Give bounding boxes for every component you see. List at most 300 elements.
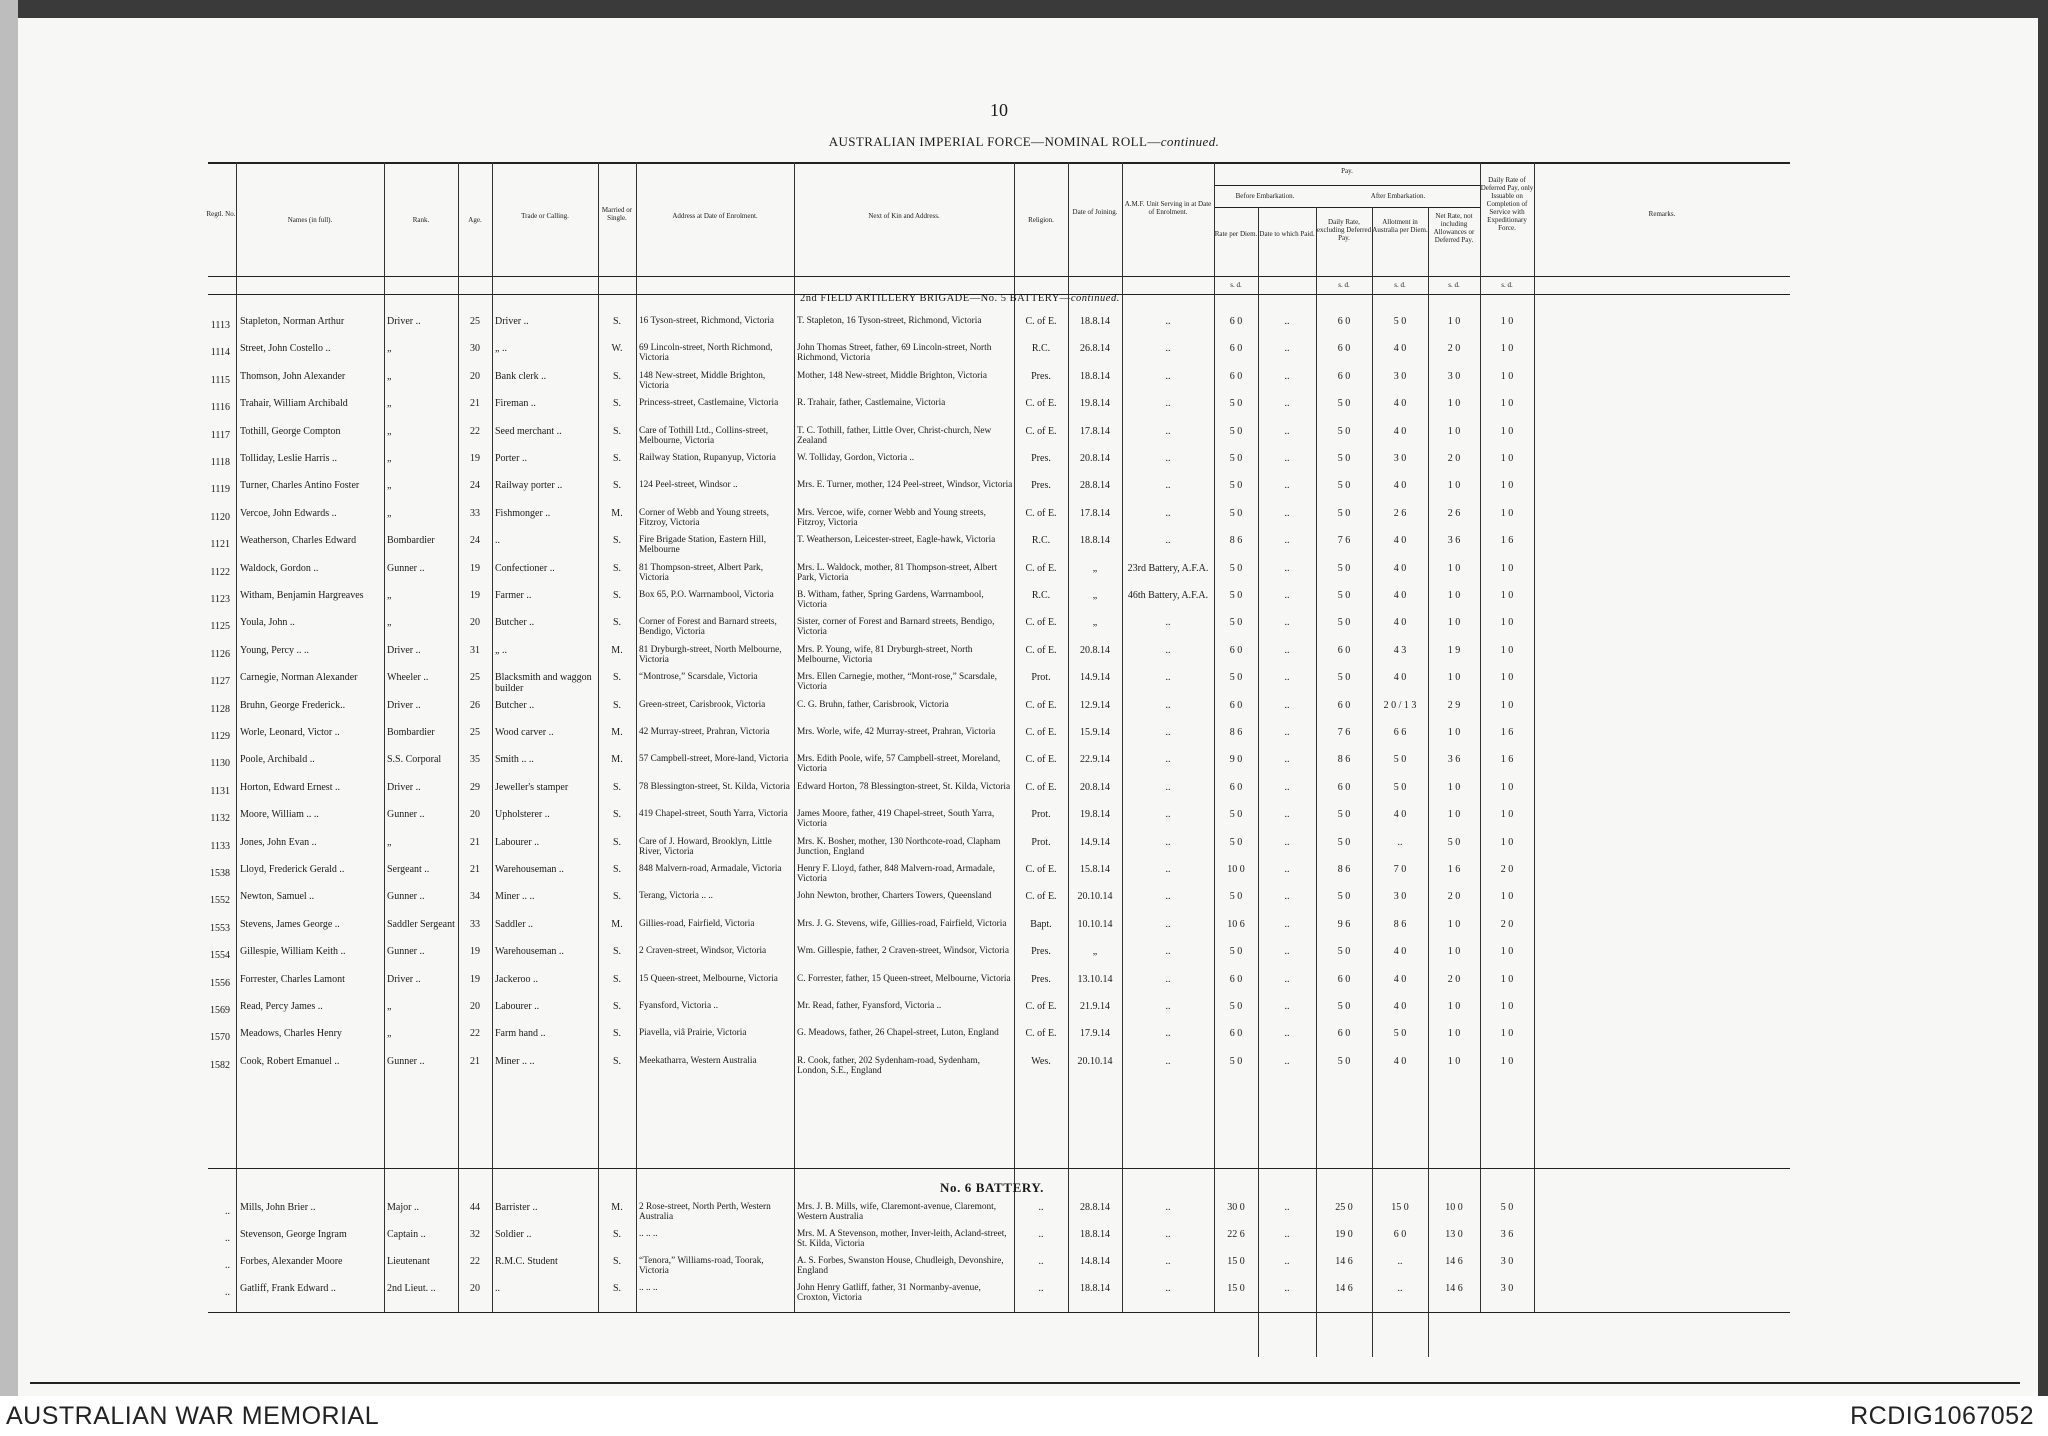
regtl-number: 1538 xyxy=(210,868,230,879)
header-allotment: Allotment in Australia per Diem. xyxy=(1372,218,1428,234)
rank-cell: „ xyxy=(387,425,392,437)
next-of-kin-cell: John Thomas Street, father, 69 Lincoln-street, North Richmond, Victoria xyxy=(797,343,992,364)
amf-unit-cell: .. xyxy=(1165,398,1171,410)
religion-cell: C. of E. xyxy=(1025,727,1057,738)
marital-cell: S. xyxy=(612,1229,622,1240)
date-paid-cell: .. xyxy=(1284,1256,1290,1267)
trade-cell: Labourer .. xyxy=(495,1001,540,1012)
amf-unit-cell: .. xyxy=(1165,1256,1171,1267)
header-net-rate: Net Rate, not including Allowances or Deferred Pay. xyxy=(1433,212,1475,244)
trade-cell: Miner .. .. xyxy=(495,1055,535,1067)
daily-rate-cell: 5 0 xyxy=(1337,836,1351,848)
regtl-number: 1128 xyxy=(210,703,230,715)
joining-date-cell: 14.8.14 xyxy=(1080,1256,1110,1267)
rank-cell: 2nd Lieut. .. xyxy=(387,1283,436,1294)
regtl-number: 1125 xyxy=(210,621,230,633)
regtl-number: 1127 xyxy=(210,676,230,688)
header-regtl-no: Regtl. No. xyxy=(206,210,236,218)
trade-cell: Driver .. xyxy=(495,316,529,327)
allotment-cell: 4 0 xyxy=(1393,946,1407,958)
regtl-number: 1570 xyxy=(210,1032,230,1044)
age-cell: 33 xyxy=(470,918,480,930)
header-religion: Religion. xyxy=(1028,216,1054,224)
date-paid-cell: .. xyxy=(1284,644,1290,656)
amf-unit-cell: .. xyxy=(1165,1001,1171,1012)
joining-date-cell: 19.8.14 xyxy=(1080,809,1110,821)
age-cell: 34 xyxy=(470,891,480,903)
net-rate-cell: 1 0 xyxy=(1447,672,1461,684)
marital-cell: S. xyxy=(612,535,622,547)
soldier-name: Turner, Charles Antino Foster xyxy=(240,480,360,492)
next-of-kin-cell: G. Meadows, father, 26 Chapel-street, Luton, England xyxy=(797,1028,999,1039)
date-paid-cell: .. xyxy=(1284,864,1290,875)
header-remarks: Remarks. xyxy=(1648,210,1676,218)
joining-date-cell: 22.9.14 xyxy=(1080,754,1110,766)
daily-rate-cell: 6 0 xyxy=(1337,316,1351,327)
net-rate-cell: 1 6 xyxy=(1447,864,1461,875)
next-of-kin-cell: Henry F. Lloyd, father, 848 Malvern-road, Armadale, Victoria xyxy=(797,864,995,884)
rate-per-diem-cell: 5 0 xyxy=(1229,453,1243,464)
net-rate-cell: 1 0 xyxy=(1447,562,1461,574)
rate-per-diem-cell: 10 0 xyxy=(1227,864,1245,875)
joining-date-cell: 26.8.14 xyxy=(1080,343,1110,355)
trade-cell: Confectioner .. xyxy=(495,562,555,574)
date-paid-cell: .. xyxy=(1284,480,1290,492)
next-of-kin-cell: James Moore, father, 419 Chapel-street, South Yarra, Victoria xyxy=(797,809,995,830)
regtl-number: 1569 xyxy=(210,1005,230,1016)
net-rate-cell: 3 0 xyxy=(1447,370,1461,382)
rank-cell: „ xyxy=(387,590,392,601)
address-cell: Gillies-road, Fairfield, Victoria xyxy=(639,918,755,929)
daily-rate-cell: 5 0 xyxy=(1337,480,1351,492)
soldier-name: Meadows, Charles Henry xyxy=(240,1028,342,1040)
rank-cell: Bombardier xyxy=(387,727,435,738)
daily-rate-cell: 14 6 xyxy=(1335,1256,1353,1267)
net-rate-cell: 1 0 xyxy=(1447,1001,1461,1012)
daily-rate-cell: 5 0 xyxy=(1337,507,1351,519)
rate-per-diem-cell: 5 0 xyxy=(1229,672,1243,684)
amf-unit-cell: .. xyxy=(1165,1028,1171,1040)
address-cell: .. .. .. xyxy=(639,1283,658,1293)
marital-cell: W. xyxy=(611,343,623,355)
age-cell: 25 xyxy=(470,672,480,684)
trade-cell: Wood carver .. xyxy=(495,727,554,738)
address-cell: 81 Dryburgh-street, North Melbourne, Victoria xyxy=(639,644,782,665)
next-of-kin-cell: T. Weatherson, Leicester-street, Eagle-hawk, Victoria xyxy=(797,535,996,546)
daily-rate-cell: 7 6 xyxy=(1337,535,1351,547)
allotment-cell: 4 0 xyxy=(1393,1001,1407,1012)
deferred-pay-cell: 1 6 xyxy=(1500,727,1514,738)
regtl-number: 1556 xyxy=(210,977,230,989)
deferred-pay-cell: 1 0 xyxy=(1500,781,1514,793)
age-cell: 30 xyxy=(470,343,480,355)
section-break-rule xyxy=(208,1168,1790,1169)
header-deferred-pay: Daily Rate of Deferred Pay, only Issuable on Completion of Service with Expeditionary Force. xyxy=(1480,176,1534,232)
header-units-allot: s. d. xyxy=(1394,281,1406,289)
column-divider xyxy=(1122,162,1123,1312)
religion-cell: C. of E. xyxy=(1025,316,1057,327)
header-amf-unit: A.M.F. Unit Serving in at Date of Enrolment. xyxy=(1124,200,1212,216)
regtl-number: 1121 xyxy=(210,539,230,551)
next-of-kin-cell: Mrs. Ellen Carnegie, mother, “Mont-rose,” Scarsdale, Victoria xyxy=(797,672,997,693)
deferred-pay-cell: 1 6 xyxy=(1500,535,1514,547)
amf-unit-cell: .. xyxy=(1165,1202,1171,1213)
daily-rate-cell: 19 0 xyxy=(1335,1229,1353,1240)
religion-cell: .. xyxy=(1038,1283,1044,1294)
address-cell: .. .. .. xyxy=(639,1229,658,1239)
allotment-cell: 4 0 xyxy=(1393,425,1407,437)
regtl-number: 1120 xyxy=(210,511,230,523)
rate-per-diem-cell: 6 0 xyxy=(1229,781,1243,793)
regtl-number: 1115 xyxy=(210,374,230,386)
net-rate-cell: 1 0 xyxy=(1447,480,1461,492)
joining-date-cell: 28.8.14 xyxy=(1080,480,1110,492)
net-rate-cell: 13 0 xyxy=(1445,1229,1463,1240)
daily-rate-cell: 5 0 xyxy=(1337,453,1351,464)
net-rate-cell: 1 0 xyxy=(1447,809,1461,821)
joining-date-cell: 18.8.14 xyxy=(1080,1283,1110,1294)
soldier-name: Young, Percy .. .. xyxy=(240,644,309,656)
amf-unit-cell: .. xyxy=(1165,699,1171,711)
religion-cell: C. of E. xyxy=(1025,699,1057,711)
regtl-number: 1114 xyxy=(210,347,230,359)
soldier-name: Waldock, Gordon .. xyxy=(240,562,319,574)
religion-cell: .. xyxy=(1038,1229,1044,1240)
religion-cell: C. of E. xyxy=(1025,1028,1057,1040)
next-of-kin-cell: Mrs. J. G. Stevens, wife, Gillies-road, Fairfield, Victoria xyxy=(797,918,1007,929)
marital-cell: S. xyxy=(612,699,622,711)
date-paid-cell: .. xyxy=(1284,754,1290,766)
net-rate-cell: 1 0 xyxy=(1447,1055,1461,1067)
soldier-name: Mills, John Brier .. xyxy=(240,1202,316,1213)
address-cell: 42 Murray-street, Prahran, Victoria xyxy=(639,727,770,737)
rank-cell: Gunner .. xyxy=(387,891,425,903)
next-of-kin-cell: Mrs. J. B. Mills, wife, Claremont-avenue, Claremont, Western Australia xyxy=(797,1202,997,1222)
section-heading xyxy=(800,293,1500,304)
next-of-kin-cell: C. Forrester, father, 15 Queen-street, Melbourne, Victoria xyxy=(797,973,1011,984)
rate-per-diem-cell: 5 0 xyxy=(1229,507,1243,519)
age-cell: 19 xyxy=(470,946,480,958)
header-pay: Pay. xyxy=(1341,167,1353,175)
net-rate-cell: 1 0 xyxy=(1447,946,1461,958)
daily-rate-cell: 5 0 xyxy=(1337,398,1351,410)
rate-per-diem-cell: 5 0 xyxy=(1229,946,1243,958)
religion-cell: C. of E. xyxy=(1025,1001,1057,1012)
marital-cell: S. xyxy=(612,480,622,492)
address-cell: Terang, Victoria .. .. xyxy=(639,891,714,902)
address-cell: Fire Brigade Station, Eastern Hill, Melbourne xyxy=(639,535,767,556)
joining-date-cell: 15.9.14 xyxy=(1080,727,1110,738)
net-rate-cell: 2 0 xyxy=(1447,973,1461,985)
age-cell: 20 xyxy=(470,1001,480,1012)
table-top-rule xyxy=(208,162,1790,164)
header-trade: Trade or Calling. xyxy=(521,212,569,220)
regtl-number: 1130 xyxy=(210,758,230,770)
address-cell: Care of J. Howard, Brooklyn, Little River, Victoria xyxy=(639,836,772,857)
next-of-kin-cell: B. Witham, father, Spring Gardens, Warrnambool, Victoria xyxy=(797,590,984,610)
next-of-kin-cell: Mrs. Edith Poole, wife, 57 Campbell-street, Moreland, Victoria xyxy=(797,754,1001,775)
page-title xyxy=(0,134,2048,150)
marital-cell: S. xyxy=(612,453,622,464)
rate-per-diem-cell: 5 0 xyxy=(1229,1001,1243,1012)
daily-rate-cell: 6 0 xyxy=(1337,1028,1351,1040)
soldier-name: Stevenson, George Ingram xyxy=(240,1229,347,1240)
header-married: Married or Single. xyxy=(601,206,633,222)
marital-cell: S. xyxy=(612,316,622,327)
rate-per-diem-cell: 8 6 xyxy=(1229,535,1243,547)
marital-cell: S. xyxy=(612,398,622,410)
deferred-pay-cell: 1 0 xyxy=(1500,973,1514,985)
allotment-cell: .. xyxy=(1397,836,1403,848)
regtl-number: 1554 xyxy=(210,950,230,962)
trade-cell: Seed merchant .. xyxy=(495,425,562,437)
date-paid-cell: .. xyxy=(1284,946,1290,958)
rate-per-diem-cell: 6 0 xyxy=(1229,973,1243,985)
daily-rate-cell: 5 0 xyxy=(1337,590,1351,601)
age-cell: 33 xyxy=(470,507,480,519)
date-paid-cell: .. xyxy=(1284,672,1290,684)
age-cell: 19 xyxy=(470,562,480,574)
age-cell: 24 xyxy=(470,535,480,547)
header-names: Names (in full). xyxy=(287,216,333,224)
allotment-cell: 4 0 xyxy=(1393,562,1407,574)
allotment-cell: 3 0 xyxy=(1393,891,1407,903)
amf-unit-cell: .. xyxy=(1165,781,1171,793)
allotment-cell: 5 0 xyxy=(1393,1028,1407,1040)
religion-cell: Prot. xyxy=(1031,836,1051,848)
age-cell: 29 xyxy=(470,781,480,793)
rank-cell: Wheeler .. xyxy=(387,672,429,684)
date-paid-cell: .. xyxy=(1284,781,1290,793)
soldier-name: Tolliday, Leslie Harris .. xyxy=(240,453,337,464)
joining-date-cell: 12.9.14 xyxy=(1080,699,1110,711)
allotment-cell: 15 0 xyxy=(1391,1202,1409,1213)
soldier-name: Thomson, John Alexander xyxy=(240,370,346,382)
deferred-pay-cell: 1 0 xyxy=(1500,699,1514,711)
marital-cell: S. xyxy=(612,370,622,382)
allotment-cell: 5 0 xyxy=(1393,754,1407,766)
trade-cell: Jeweller's stamper xyxy=(495,781,569,793)
soldier-name: Jones, John Evan .. xyxy=(240,836,317,848)
age-cell: 22 xyxy=(470,1028,480,1040)
title-continued: continued. xyxy=(1160,134,1220,149)
allotment-cell: 4 0 xyxy=(1393,535,1407,547)
date-paid-cell: .. xyxy=(1284,617,1290,629)
regtl-number: 1582 xyxy=(210,1059,230,1071)
section-title: 2nd FIELD ARTILLERY BRIGADE—No. 5 BATTERY— xyxy=(800,293,1071,304)
marital-cell: S. xyxy=(612,672,622,684)
age-cell: 32 xyxy=(470,1229,480,1240)
next-of-kin-cell: Mother, 148 New-street, Middle Brighton, Victoria xyxy=(797,370,987,381)
religion-cell: Prot. xyxy=(1031,672,1051,684)
date-paid-cell: .. xyxy=(1284,590,1290,601)
address-cell: Princess-street, Castlemaine, Victoria xyxy=(639,398,779,409)
religion-cell: R.C. xyxy=(1031,535,1051,547)
trade-cell: Labourer .. xyxy=(495,836,540,848)
age-cell: 21 xyxy=(470,1055,480,1067)
allotment-cell: 3 0 xyxy=(1393,370,1407,382)
deferred-pay-cell: 1 0 xyxy=(1500,1001,1514,1012)
rank-cell: Driver .. xyxy=(387,316,421,327)
trade-cell: Jackeroo .. xyxy=(495,973,539,985)
trade-cell: Soldier .. xyxy=(495,1229,532,1240)
rank-cell: Gunner .. xyxy=(387,1055,425,1067)
age-cell: 20 xyxy=(470,370,480,382)
date-paid-cell: .. xyxy=(1284,1229,1290,1240)
amf-unit-cell: .. xyxy=(1165,644,1171,656)
next-of-kin-cell: T. C. Tothill, father, Little Over, Christ-church, New Zealand xyxy=(797,425,992,446)
allotment-cell: 4 0 xyxy=(1393,672,1407,684)
amf-unit-cell: .. xyxy=(1165,946,1171,958)
rate-per-diem-cell: 22 6 xyxy=(1227,1229,1245,1240)
allotment-cell: 4 0 xyxy=(1393,480,1407,492)
trade-cell: Smith .. .. xyxy=(495,754,534,766)
date-paid-cell: .. xyxy=(1284,891,1290,903)
deferred-pay-cell: 3 6 xyxy=(1500,1229,1514,1240)
rate-per-diem-cell: 10 6 xyxy=(1227,918,1245,930)
daily-rate-cell: 9 6 xyxy=(1337,918,1351,930)
soldier-name: Gillespie, William Keith .. xyxy=(240,946,346,958)
amf-unit-cell: .. xyxy=(1165,973,1171,985)
address-cell: Fyansford, Victoria .. xyxy=(639,1001,719,1011)
soldier-name: Worle, Leonard, Victor .. xyxy=(240,727,340,738)
daily-rate-cell: 8 6 xyxy=(1337,754,1351,766)
marital-cell: M. xyxy=(611,1202,623,1213)
date-paid-cell: .. xyxy=(1284,398,1290,410)
rank-cell: Captain .. xyxy=(387,1229,426,1240)
next-of-kin-cell: Mrs. E. Turner, mother, 124 Peel-street, Windsor, Victoria xyxy=(797,480,1013,491)
rate-per-diem-cell: 6 0 xyxy=(1229,1028,1243,1040)
allotment-cell: 6 0 xyxy=(1393,1229,1407,1240)
trade-cell: .. xyxy=(495,535,500,547)
address-cell: 2 Craven-street, Windsor, Victoria xyxy=(639,946,767,957)
soldier-name: Stevens, James George .. xyxy=(240,918,340,930)
marital-cell: S. xyxy=(612,946,622,958)
age-cell: 25 xyxy=(470,316,480,327)
address-cell: 124 Peel-street, Windsor .. xyxy=(639,480,738,491)
rank-cell: Sergeant .. xyxy=(387,864,430,875)
religion-cell: Pres. xyxy=(1031,480,1051,492)
religion-cell: C. of E. xyxy=(1025,507,1057,519)
rate-per-diem-cell: 5 0 xyxy=(1229,1055,1243,1067)
allotment-cell: 4 0 xyxy=(1393,398,1407,410)
daily-rate-cell: 25 0 xyxy=(1335,1202,1353,1213)
column-divider xyxy=(1534,162,1535,1312)
marital-cell: S. xyxy=(612,781,622,793)
religion-cell: Prot. xyxy=(1031,809,1051,821)
date-paid-cell: .. xyxy=(1284,1028,1290,1040)
allotment-cell: 4 0 xyxy=(1393,617,1407,629)
marital-cell: M. xyxy=(611,644,623,656)
regtl-number: 1552 xyxy=(210,895,230,907)
joining-date-cell: 14.9.14 xyxy=(1080,672,1110,684)
address-cell: 419 Chapel-street, South Yarra, Victoria xyxy=(639,809,788,820)
address-cell: Corner of Forest and Barnard streets, Bendigo, Victoria xyxy=(639,617,777,638)
next-of-kin-cell: Edward Horton, 78 Blessington-street, St. Kilda, Victoria xyxy=(797,781,1011,792)
deferred-pay-cell: 1 0 xyxy=(1500,891,1514,903)
address-cell: Corner of Webb and Young streets, Fitzroy, Victoria xyxy=(639,507,769,528)
daily-rate-cell: 5 0 xyxy=(1337,1001,1351,1012)
next-of-kin-cell: R. Trahair, father, Castlemaine, Victoria xyxy=(797,398,946,409)
next-of-kin-cell: Mrs. L. Waldock, mother, 81 Thompson-street, Albert Park, Victoria xyxy=(797,562,998,583)
regtl-number: .. xyxy=(225,1206,230,1217)
date-paid-cell: .. xyxy=(1284,836,1290,848)
trade-cell: Butcher .. xyxy=(495,617,535,629)
date-paid-cell: .. xyxy=(1284,453,1290,464)
joining-date-cell: 19.8.14 xyxy=(1080,398,1110,410)
rate-per-diem-cell: 6 0 xyxy=(1229,370,1243,382)
rate-per-diem-cell: 30 0 xyxy=(1227,1202,1245,1213)
rank-cell: Gunner .. xyxy=(387,809,425,821)
regtl-number: 1131 xyxy=(210,785,230,797)
trade-cell: Warehouseman .. xyxy=(495,864,564,875)
marital-cell: S. xyxy=(612,864,622,875)
amf-unit-cell: .. xyxy=(1165,918,1171,930)
religion-cell: R.C. xyxy=(1031,343,1051,355)
trade-cell: Butcher .. xyxy=(495,699,535,711)
deferred-pay-cell: 1 0 xyxy=(1500,946,1514,958)
net-rate-cell: 1 0 xyxy=(1447,1028,1461,1040)
trade-cell: Porter .. xyxy=(495,453,527,464)
pay-sub-rule xyxy=(1214,207,1480,208)
rank-cell: „ xyxy=(387,1001,392,1012)
date-paid-cell: .. xyxy=(1284,1055,1290,1067)
rate-per-diem-cell: 6 0 xyxy=(1229,343,1243,355)
deferred-pay-cell: 1 0 xyxy=(1500,809,1514,821)
marital-cell: M. xyxy=(611,918,623,930)
net-rate-cell: 14 6 xyxy=(1445,1283,1463,1294)
next-of-kin-cell: R. Cook, father, 202 Sydenham-road, Sydenham, London, S.E., England xyxy=(797,1055,980,1076)
regtl-number: 1126 xyxy=(210,648,230,660)
header-rate-per-diem: Rate per Diem. xyxy=(1214,230,1258,238)
trade-cell: Barrister .. xyxy=(495,1202,538,1213)
next-of-kin-cell: Mrs. M. A Stevenson, mother, Inver-leith, Acland-street, St. Kilda, Victoria xyxy=(797,1229,1007,1249)
address-cell: 2 Rose-street, North Perth, Western Australia xyxy=(639,1202,771,1222)
regtl-number: .. xyxy=(225,1287,230,1298)
next-of-kin-cell: Mrs. P. Young, wife, 81 Dryburgh-street, North Melbourne, Victoria xyxy=(797,644,973,665)
soldier-name: Moore, William .. .. xyxy=(240,809,319,821)
rate-per-diem-cell: 15 0 xyxy=(1227,1283,1245,1294)
age-cell: 21 xyxy=(470,398,480,410)
header-bottom-rule xyxy=(208,276,1790,277)
rank-cell: Saddler Sergeant xyxy=(387,918,455,930)
allotment-cell: 4 0 xyxy=(1393,809,1407,821)
allotment-cell: 5 0 xyxy=(1393,781,1407,793)
religion-cell: C. of E. xyxy=(1025,425,1057,437)
soldier-name: Poole, Archibald .. xyxy=(240,754,315,766)
daily-rate-cell: 5 0 xyxy=(1337,672,1351,684)
religion-cell: .. xyxy=(1038,1256,1044,1267)
religion-cell: Pres. xyxy=(1031,946,1051,958)
allotment-cell: 2 0 / 1 3 xyxy=(1383,699,1417,711)
deferred-pay-cell: 3 0 xyxy=(1500,1256,1514,1267)
header-address: Address at Date of Enrolment. xyxy=(672,212,758,220)
address-cell: 16 Tyson-street, Richmond, Victoria xyxy=(639,316,775,326)
address-cell: Box 65, P.O. Warrnambool, Victoria xyxy=(639,590,774,600)
soldier-name: Forrester, Charles Lamont xyxy=(240,973,345,985)
rank-cell: „ xyxy=(387,343,392,355)
rate-per-diem-cell: 5 0 xyxy=(1229,617,1243,629)
joining-date-cell: 14.9.14 xyxy=(1080,836,1110,848)
marital-cell: S. xyxy=(612,1001,622,1012)
rate-per-diem-cell: 15 0 xyxy=(1227,1256,1245,1267)
deferred-pay-cell: 1 0 xyxy=(1500,836,1514,848)
rate-per-diem-cell: 6 0 xyxy=(1229,699,1243,711)
regtl-number: 1119 xyxy=(210,484,230,496)
address-cell: Care of Tothill Ltd., Collins-street, Melbourne, Victoria xyxy=(639,425,769,446)
deferred-pay-cell: 1 0 xyxy=(1500,507,1514,519)
religion-cell: C. of E. xyxy=(1025,864,1057,875)
